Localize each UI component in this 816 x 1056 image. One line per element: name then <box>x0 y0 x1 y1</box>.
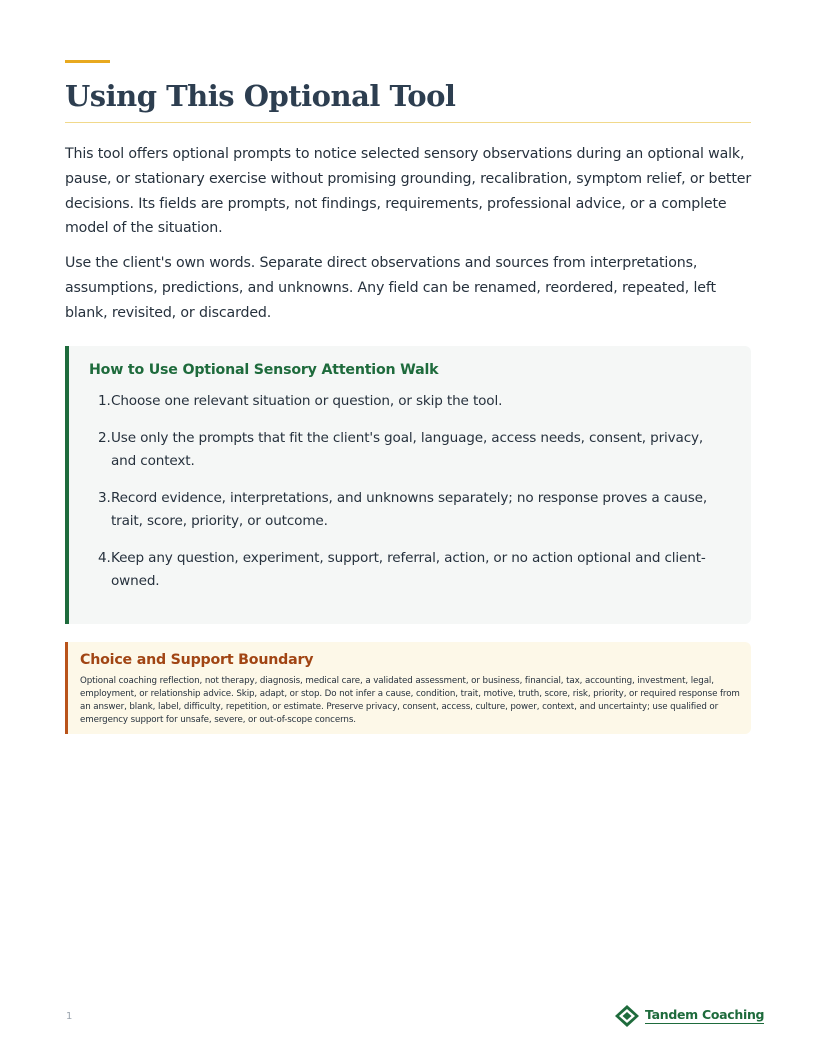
title-accent-rule <box>65 60 110 63</box>
support-boundary-callout <box>65 642 751 734</box>
step-text: Record evidence, interpretations, and unknowns separately; no response proves a cause, trait, score, priority, or outcome. <box>111 490 708 529</box>
step-item <box>98 487 731 533</box>
step-number: 1. <box>98 393 111 409</box>
step-text: Choose one relevant situation or question, or skip the tool. <box>111 393 503 409</box>
how-to-use-title: How to Use Optional Sensory Attention Walk <box>89 362 439 378</box>
intro-paragraph: Use the client's own words. Separate direct observations and sources from interpretations, assumptions, predictions, and unknowns. Any field can be renamed, reordered, repeated, left blank, revisited, or discarded. <box>65 255 716 321</box>
step-item <box>98 427 731 473</box>
boundary-text: Optional coaching reflection, not therapy, diagnosis, medical care, a validated assessment, or business, financial, tax, accounting, investment, legal, employment, or relationship advice. Skip, adapt, or stop. Do not infer a cause, condition, trait, motive, truth, score, risk, priority, or required response from an answer, blank, label, difficulty, repetition, or estimate. Preserve privacy, consent, access, culture, power, context, and uncertainty; use qualified or emergency support for unsafe, severe, or out-of-scope concerns. <box>80 676 740 725</box>
how-to-use-callout <box>65 346 751 624</box>
boundary-title: Choice and Support Boundary <box>80 652 314 668</box>
brand-name: Tandem Coaching <box>645 1007 765 1022</box>
intro-section <box>65 142 755 336</box>
how-to-use-steps <box>98 390 731 607</box>
intro-paragraph: This tool offers optional prompts to notice selected sensory observations during an optional walk, pause, or stationary exercise without promising grounding, recalibration, symptom relief, or better decisions. Its fields are prompts, not findings, requirements, professional advice, or a complete model of the situation. <box>65 146 751 237</box>
step-item <box>98 547 731 593</box>
step-text: Use only the prompts that fit the client's goal, language, access needs, consent, privacy, and context. <box>111 430 704 469</box>
page-title: Using This Optional Tool <box>65 79 456 113</box>
step-item <box>98 390 731 413</box>
step-number: 4. <box>98 550 111 566</box>
step-number: 3. <box>98 490 111 506</box>
step-text: Keep any question, experiment, support, referral, action, or no action optional and client-owned. <box>111 550 706 589</box>
brand-footer <box>614 1004 764 1028</box>
diamond-logo-icon <box>614 1004 640 1028</box>
title-divider <box>65 122 751 123</box>
step-number: 2. <box>98 430 111 446</box>
page-number: 1 <box>66 1011 73 1022</box>
